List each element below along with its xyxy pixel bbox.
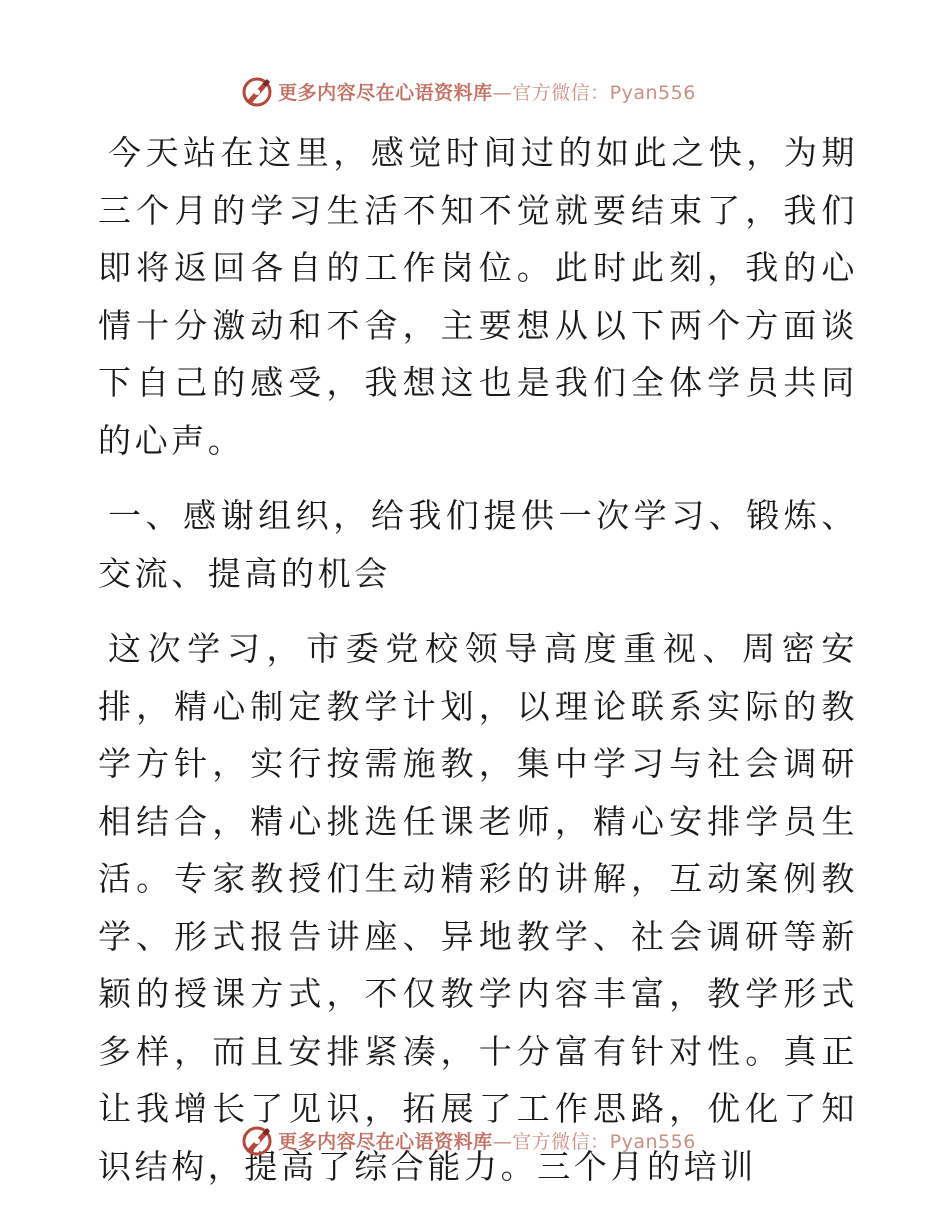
page-footer — [0, 1120, 950, 1160]
body-paragraph: 这次学习，市委党校领导高度重视、周密安排，精心制定教学计划，以理论联系实际的教学方针，实行按需施教，集中学习与社会调研相结合，精心挑选任课老师，精心安排学员生活。专家教授们生动精彩的讲解，互动案例教学、形式报告讲座、异地教学、社会调研等新颖的授课方式，不仅教学内容丰富，教学形式多样，而且安排紧凑，十分富有针对性。真正让我增长了见识，拓展了工作思路，优化了知识结构，提高了综合能力。三个月的培训 — [98, 629, 858, 1186]
header-brand-name: 更多内容尽在心语资料库 — [278, 81, 493, 104]
section-heading: 一、感谢组织，给我们提供一次学习、锻炼、交流、提高的机会 — [98, 496, 858, 593]
header-separator: — — [492, 81, 513, 104]
header-wechat-text: 官方微信：Pyan556 — [512, 81, 696, 104]
document-body — [98, 124, 858, 1195]
pen-logo-icon — [240, 74, 274, 108]
footer-brand — [240, 1123, 696, 1157]
pen-logo-icon — [240, 1123, 274, 1157]
header-brand — [240, 74, 696, 108]
page-header — [0, 71, 950, 111]
header-brand-text — [278, 78, 696, 105]
intro-paragraph: 今天站在这里，感觉时间过的如此之快，为期三个月的学习生活不知不觉就要结束了，我们即将返回各自的工作岗位。此时此刻，我的心情十分激动和不舍，主要想从以下两个方面谈下自己的感受，我想这也是我们全体学员共同的心声。 — [98, 133, 858, 460]
footer-brand-text — [278, 1127, 696, 1154]
footer-brand-name: 更多内容尽在心语资料库 — [278, 1130, 493, 1153]
footer-wechat-text: 官方微信：Pyan556 — [512, 1130, 696, 1153]
footer-separator: — — [492, 1130, 513, 1153]
